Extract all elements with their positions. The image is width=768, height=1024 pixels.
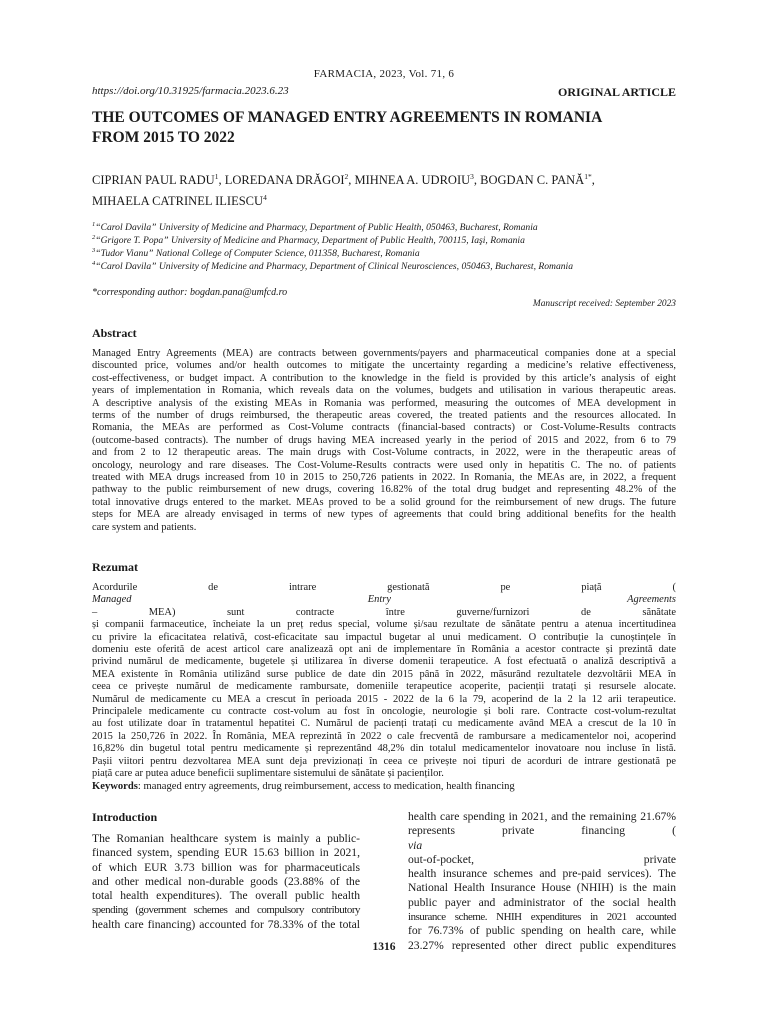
rezumat-heading: Rezumat — [92, 560, 138, 574]
keywords — [92, 781, 676, 792]
text-line: pathway to the public reimbursement of new drugs, covering 16.82% of the total drug budget and representing 48.2% of the — [92, 484, 676, 496]
text-line: total health expenditures). The overall public health — [92, 889, 360, 903]
author-list — [92, 168, 682, 210]
text-line: financed system, spending EUR 15.63 billion in 2021, — [92, 846, 360, 860]
text-line: health insurance schemes and pre-paid services). The — [408, 867, 676, 881]
affiliation: $^3$“Tudor Vianu” National College of Computer Science, 011358, Bucharest, Romania — [92, 247, 420, 260]
author: MIHAELA CATRINEL ILIESCU$^4$ — [92, 193, 267, 209]
text-line: domeniu este oferită de acest articol care analizează opt ani de implementare în România a acestor contracte și prezintă date — [92, 644, 676, 656]
text-line: health care financing) accounted for 78.33% of the total — [92, 917, 360, 931]
doi-link[interactable]: https://doi.org/10.31925/farmacia.2023.6.23 — [92, 85, 289, 97]
manuscript-received: Manuscript received: September 2023 — [532, 299, 676, 309]
text-line: au fost utilizate doar în tratamentul hepatitei C. Numărul de pacienți tratați cu medicamente având MEA a crescut de la 10 în — [92, 718, 676, 730]
introduction-heading: Introduction — [92, 810, 158, 824]
text-line: discounted price, volumes and/or health outcomes to mitigate the uncertainty regarding a medicine’s relative effectiveness, — [92, 360, 676, 372]
text-line: for 76.73% of public spending on health care, while — [408, 924, 676, 938]
text-line: insurance scheme. NHIH expenditures in 2021 accounted — [408, 911, 676, 924]
text-line: spending (government schemes and compulsory contributory — [92, 904, 360, 917]
text-line: and from 2 to 12 therapeutic areas. The main drugs with Cost-Volume contracts, in 2022, were in the therapeutic areas of — [92, 447, 676, 459]
author: BOGDAN C. $PANĂ^{1*}$, — [480, 172, 595, 188]
text-line: Principalele medicamente cu contracte cost-volum au fost în oncologie, neurologie și boli rare. Contracte cost-volum-rezultat — [92, 706, 676, 718]
introduction-right-column — [408, 810, 676, 953]
affiliation: $^4$“Carol Davila” University of Medicine and Pharmacy, Department of Clinical Neurosciences, 050463, Bucharest, Romania — [92, 260, 574, 273]
text-line: public payer and administrator of the social health — [408, 895, 676, 909]
text-line: cost-effectiveness, or budget impact. A contribution to the knowledge in the field is provided by this article’s analysis of eight — [92, 372, 676, 384]
text-line: 2015 la 250,726 în 2022. În România, MEA reprezintă în 2022 o cale frecventă de rambursare a medicamentelor noi, acoperind — [92, 730, 676, 742]
text-line: A descriptive analysis of the existing MEAs in Romania was performed, measuring the outcomes of MEA development in — [92, 397, 676, 409]
keywords-label: Keywords — [92, 781, 138, 792]
text-line: ceea ce privește numărul de medicamente rambursate, domeniile terapeutice acoperite, pacienții tratați și resursele alocate. — [92, 681, 676, 693]
paper-title: THE OUTCOMES OF MANAGED ENTRY AGREEMENTS IN ROMANIA FROM 2015 TO 2022 — [92, 109, 602, 146]
text-line: privind numărul de medicamente, bugetele și utilizarea în diverse domenii terapeutice. A fost efectuată o analiză descriptivă a — [92, 656, 676, 668]
text-line: care system and patients. — [92, 521, 197, 533]
affiliation: $^1$“Carol Davila” University of Medicine and Pharmacy, Department of Public Health, 050463, Bucharest, Romania — [92, 221, 538, 234]
text-line: MEA existente în România utilizând surse publice de date din 2015 până în 2022, măsurând rezultatele dezvoltării MEA în — [92, 668, 676, 680]
page-number: 1316 — [372, 941, 396, 953]
text-line: cu privire la eficacitatea relativă, cost-eficacitate sau impactul bugetar al unui medicament. O contribuție la cunoștințele în — [92, 631, 676, 643]
author: CIPRIAN PAUL RADU$^1$, — [92, 172, 225, 188]
text-line: 16,82% din bugetul total pentru medicamente și reprezentând 48,2% din totalul medicamentelor inovatoare nou incluse în listă. — [92, 743, 676, 755]
article-type-label: ORIGINAL ARTICLE — [558, 85, 676, 99]
text-line: years of implementation in Romania, which reveals data on the volumes, budgets and utilisation in various therapeutic areas. — [92, 385, 676, 397]
text-line: represents private financing ( via out-of-pocket, private — [408, 824, 676, 866]
journal-header: FARMACIA, 2023, Vol. 71, 6 — [313, 68, 455, 80]
text-line: National Health Insurance House (NHIH) is the main — [408, 881, 676, 895]
text-line: and other medical non-durable goods (23.88% of the — [92, 874, 360, 888]
text-line: terms of the number of drugs reimbursed, the therapeutic areas covered, the treated patients and the resources allocated. In — [92, 410, 676, 422]
text-line: Managed Entry Agreements (MEA) are contracts between governments/payers and pharmaceutical companies done at a special — [92, 348, 676, 359]
text-line: treated with MEA drugs increased from 10 in 2015 to 250,726 patients in 2022. In Romania, the MEAs are, in 2022, a frequent — [92, 472, 676, 484]
text-line: steps for MEA are already envisaged in terms of new types of agreements that could bring additional benefits for the health — [92, 509, 676, 521]
text-line: total innovative drugs entered to the market. MEAs proved to be a solid ground for the reimbursement of new drugs. The future — [92, 496, 676, 508]
abstract-text — [92, 348, 676, 534]
text-line: The Romanian healthcare system is mainly a public- — [92, 832, 360, 845]
corresponding-author: *corresponding author: bogdan.pana@umfcd.ro — [92, 287, 288, 298]
text-line: Romania, the MEAs are performed as Cost-Volume contracts (financial-based contracts) or Cost-Volume-Results contracts — [92, 422, 676, 434]
text-line: piață care ar putea aduce beneficii suplimentare sistemului de sănătate și pacienților. — [92, 768, 444, 780]
text-line: Acordurile de intrare gestionată pe piață ( Managed Entry Agreements – MEA) sunt contracte între guverne/furnizori de sănătate — [92, 582, 676, 618]
author: MIHNEA A. UDROIU$^3$, — [354, 172, 481, 188]
text-line: 23.27% represented other direct public expenditures — [408, 938, 676, 952]
author: LOREDANA DRĂGOI$^2$, — [224, 172, 355, 188]
text-line: și companii farmaceutice, încheiate la un preț redus special, volume și/sau rezultate de sănătate pentru a atenua incertitudinea — [92, 619, 676, 631]
keywords-text: : managed entry agreements, drug reimbursement, access to medication, health financing — [137, 781, 515, 792]
affiliation: $^2$“Grigore T. Popa” University of Medicine and Pharmacy, Department of Public Health, 700115, Iaşi, Romania — [92, 234, 525, 247]
rezumat-text — [92, 582, 676, 781]
abstract-heading: Abstract — [92, 326, 137, 340]
introduction-left-column — [92, 832, 360, 932]
text-line: health care spending in 2021, and the remaining 21.67% — [408, 810, 676, 823]
text-line: Pașii viitori pentru dezvoltarea MEA sunt deja previzionați în ceea ce privește noi tipuri de acorduri de intrare gestionată pe — [92, 755, 676, 767]
text-line: oncology, neurology and rare diseases. The Cost-Volume-Results contracts were used only in hepatitis C. The no. of patients — [92, 459, 676, 471]
text-line: Numărul de medicamente cu MEA a crescut în perioada 2015 - 2022 de la 6 la 79, acoperind de la 2 la 12 arii terapeutice. — [92, 693, 676, 705]
text-line: of which EUR 3.73 billion was for pharmaceuticals — [92, 860, 360, 874]
text-line: (outcome-based contracts). The number of drugs having MEA increased yearly in the period of 2015 and 2022, from 6 to 79 — [92, 434, 676, 446]
